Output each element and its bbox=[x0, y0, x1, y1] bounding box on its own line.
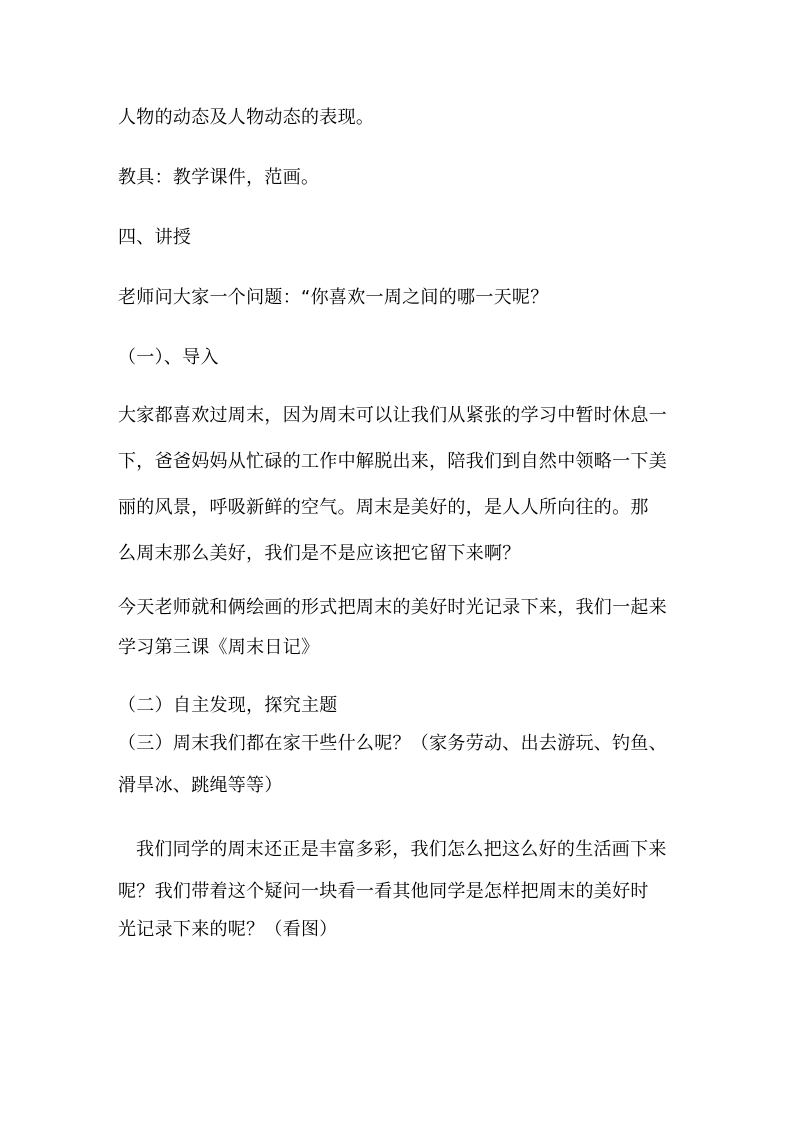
paragraph-line: 么周末那么美好，我们是不是应该把它留下来啊？ bbox=[118, 543, 521, 564]
paragraph-line: 丽的风景，呼吸新鲜的空气。周末是美好的，是人人所向往的。那 bbox=[118, 497, 649, 518]
paragraph-line: 呢？我们带着这个疑问一块看一看其他同学是怎样把周末的美好时 bbox=[118, 881, 649, 902]
section-heading: （二）自主发现，探究主题 bbox=[118, 695, 338, 716]
section-heading: 四、讲授 bbox=[118, 227, 192, 248]
text-line: 教具：教学课件，范画。 bbox=[118, 167, 320, 188]
section-heading: （一）、导入 bbox=[118, 347, 219, 368]
text-line: 人物的动态及人物动态的表现。 bbox=[118, 107, 375, 128]
paragraph-line: 大家都喜欢过周末，因为周末可以让我们从紧张的学习中暂时休息一 bbox=[118, 405, 667, 426]
paragraph-line: 学习第三课《周末日记》 bbox=[118, 637, 320, 658]
text-line: 老师问大家一个问题：“你喜欢一周之间的哪一天呢？ bbox=[118, 287, 549, 308]
paragraph-line: 滑旱冰、跳绳等等） bbox=[118, 775, 283, 796]
paragraph-line: 下，爸爸妈妈从忙碌的工作中解脱出来，陪我们到自然中领略一下美 bbox=[118, 451, 667, 472]
paragraph-line: 我们同学的周末还正是丰富多彩，我们怎么把这么好的生活画下来 bbox=[136, 839, 667, 860]
section-heading: （三）周末我们都在家干些什么呢？（家务劳动、出去游玩、钓鱼、 bbox=[118, 733, 667, 754]
paragraph-line: 今天老师就和俩绘画的形式把周末的美好时光记录下来，我们一起来 bbox=[118, 597, 667, 618]
paragraph-line: 光记录下来的呢？（看图） bbox=[118, 919, 338, 940]
